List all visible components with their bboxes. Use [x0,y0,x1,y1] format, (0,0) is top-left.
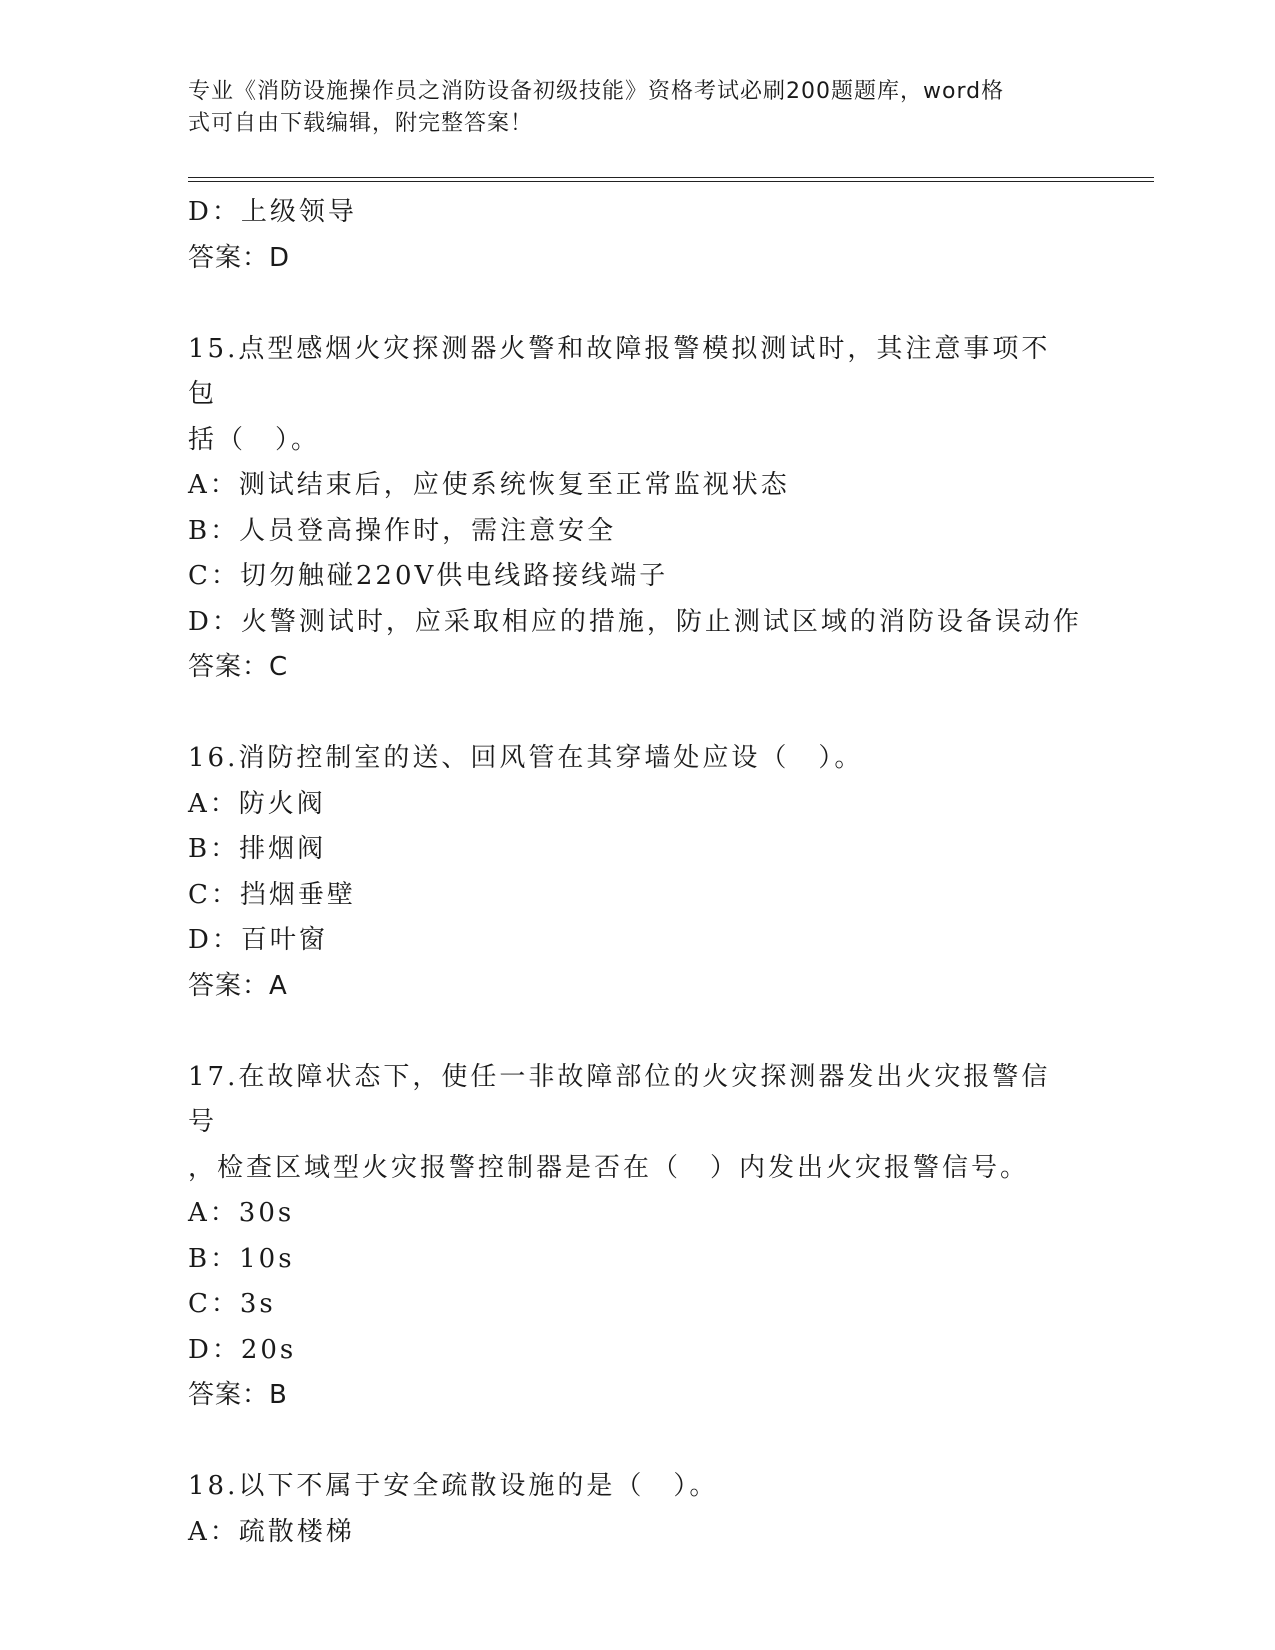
document-header [188,76,1068,140]
question-stem-line: 17.在故障状态下，使任一非故障部位的火灾探测器发出火灾报警信号 [188,1061,1051,1137]
option-a: A：防火阀 [188,788,326,819]
spacer [188,281,1088,327]
option-c: C：挡烟垂壁 [188,879,356,910]
answer-line: 答案：D [188,242,291,273]
answer-line: 答案：B [188,1380,288,1410]
option-d: D：20s [188,1334,297,1365]
header-divider-top [188,177,1154,178]
question-stem-line: 16.消防控制室的送、回风管在其穿墙处应设（ ）。 [188,743,864,773]
option-b: B：排烟阀 [188,834,327,864]
header-divider-bottom [188,181,1154,182]
option-d: D：百叶窗 [188,925,328,955]
option-a: A：测试结束后，应使系统恢复至正常监视状态 [188,470,790,500]
option-c: C：3s [188,1289,276,1319]
option-b: B：10s [188,1243,295,1274]
question-block [188,327,1088,691]
question-block [188,1464,1088,1555]
answer-line: 答案：C [188,652,289,682]
option-c: C：切勿触碰220V供电线路接线端子 [188,561,669,591]
question-stem-line: ，检查区域型火灾报警控制器是否在（ ）内发出火灾报警信号。 [188,1152,1030,1183]
option-a: A：疏散楼梯 [188,1516,355,1547]
question-stem-line: 括（ ）。 [188,424,321,455]
question-block [188,736,1088,1009]
option-d: D：上级领导 [188,197,357,227]
question-list [188,190,1088,1555]
option-d: D：火警测试时，应采取相应的措施，防止测试区域的消防设备误动作 [188,606,1082,637]
spacer [188,1009,1088,1055]
spacer [188,691,1088,737]
question-stem-line: 15.点型感烟火灾探测器火警和故障报警模拟测试时，其注意事项不包 [188,333,1051,409]
spacer [188,1419,1088,1465]
question-block [188,1055,1088,1419]
answer-line: 答案：A [188,970,288,1001]
option-b: B：人员登高操作时，需注意安全 [188,515,617,546]
option-a: A：30s [188,1198,295,1228]
header-line-1: 专业《消防设施操作员之消防设备初级技能》资格考试必刷200题题库，word格 [188,79,1005,104]
question-stem-line: 18.以下不属于安全疏散设施的是（ ）。 [188,1471,719,1501]
header-line-2: 式可自由下载编辑，附完整答案！ [188,111,534,136]
